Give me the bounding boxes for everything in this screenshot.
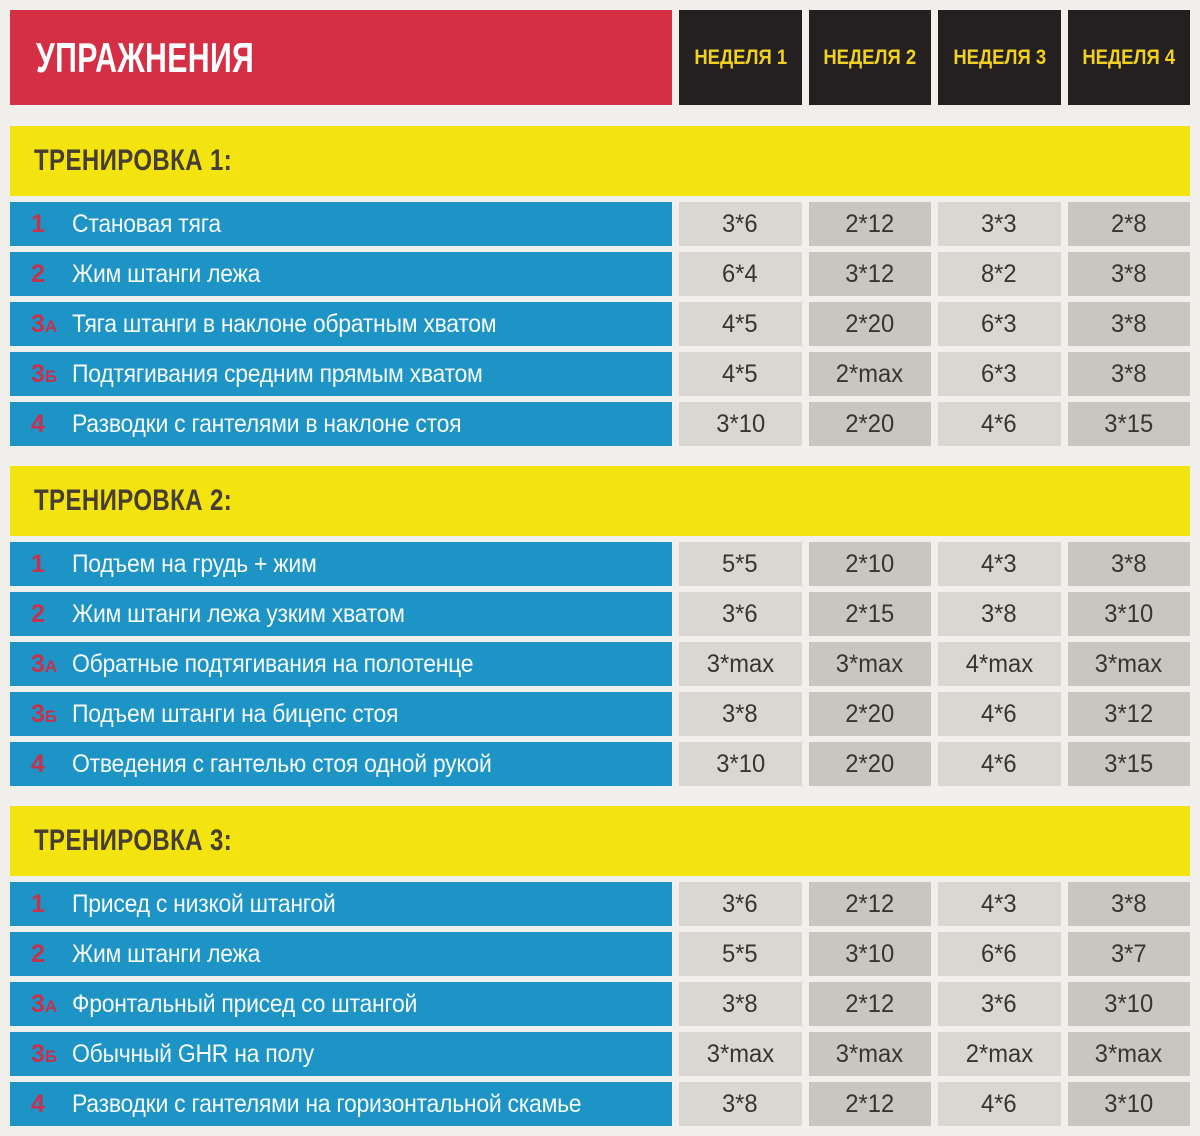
set-rep-cell: [679, 642, 802, 686]
set-rep-value: 5*5: [722, 939, 759, 968]
set-rep-value: 2*12: [845, 989, 895, 1018]
set-rep-value: 3*max: [1095, 1039, 1163, 1068]
exercise-cell: [10, 302, 672, 346]
set-rep-cell: [679, 302, 802, 346]
exercise-row: [10, 642, 1190, 686]
set-rep-value: 3*15: [1104, 409, 1154, 438]
set-rep-value: 4*6: [981, 1089, 1018, 1118]
exercise-name: Жим штанги лежа узким хватом: [72, 599, 405, 628]
set-rep-value: 3*10: [845, 939, 895, 968]
week-header-label: НЕДЕЛЯ 3: [952, 45, 1046, 69]
set-rep-value: 3*max: [1095, 649, 1163, 678]
table-header: [10, 10, 1190, 105]
set-rep-cell: [679, 742, 802, 786]
set-rep-cell: [938, 1082, 1061, 1126]
row-number: 1: [31, 889, 45, 918]
set-rep-value: 2*12: [845, 1089, 895, 1118]
set-rep-value: 4*3: [981, 889, 1018, 918]
set-rep-cell: [1068, 202, 1191, 246]
set-rep-cell: [1068, 742, 1191, 786]
set-rep-value: 3*8: [1110, 309, 1147, 338]
exercise-row: [10, 202, 1190, 246]
set-rep-value: 3*6: [722, 889, 759, 918]
section-title-label: ТРЕНИРОВКА 3:: [34, 824, 233, 857]
set-rep-value: 3*8: [1110, 259, 1147, 288]
set-rep-cell: [1068, 692, 1191, 736]
week-header-4: [1068, 10, 1191, 105]
exercise-cell: [10, 352, 672, 396]
set-rep-cell: [679, 1082, 802, 1126]
set-rep-value: 4*5: [722, 359, 759, 388]
set-rep-cell: [679, 1032, 802, 1076]
set-rep-cell: [938, 982, 1061, 1026]
section-title: [10, 126, 1190, 196]
set-rep-value: 3*6: [722, 599, 759, 628]
set-rep-cell: [1068, 402, 1191, 446]
set-rep-value: 3*8: [1110, 359, 1147, 388]
exercise-row: [10, 352, 1190, 396]
set-rep-value: 3*8: [722, 989, 759, 1018]
set-rep-cell: [809, 932, 932, 976]
row-number: 1: [31, 549, 45, 578]
row-number: 2: [31, 939, 45, 968]
set-rep-value: 3*10: [715, 409, 765, 438]
set-rep-value: 2*8: [1110, 209, 1147, 238]
set-rep-value: 3*8: [722, 699, 759, 728]
set-rep-cell: [1068, 882, 1191, 926]
set-rep-value: 8*2: [981, 259, 1018, 288]
set-rep-value: 2*20: [845, 699, 895, 728]
row-number: 3А: [31, 309, 58, 338]
set-rep-cell: [809, 542, 932, 586]
set-rep-cell: [938, 352, 1061, 396]
set-rep-value: 4*6: [981, 699, 1018, 728]
set-rep-cell: [809, 302, 932, 346]
set-rep-value: 2*15: [845, 599, 895, 628]
set-rep-value: 5*5: [722, 549, 759, 578]
set-rep-cell: [1068, 352, 1191, 396]
exercise-name: Подтягивания средним прямым хватом: [72, 359, 483, 388]
set-rep-value: 6*3: [981, 359, 1018, 388]
set-rep-value: 3*max: [836, 649, 904, 678]
set-rep-cell: [1068, 932, 1191, 976]
set-rep-cell: [679, 352, 802, 396]
set-rep-cell: [938, 252, 1061, 296]
set-rep-value: 2*20: [845, 749, 895, 778]
exercise-row: [10, 542, 1190, 586]
set-rep-cell: [1068, 592, 1191, 636]
week-header-label: НЕДЕЛЯ 2: [823, 45, 917, 69]
set-rep-cell: [938, 202, 1061, 246]
set-rep-cell: [679, 402, 802, 446]
set-rep-cell: [938, 882, 1061, 926]
set-rep-value: 4*6: [981, 749, 1018, 778]
exercise-cell: [10, 592, 672, 636]
row-number: 4: [31, 409, 45, 438]
set-rep-value: 2*20: [845, 309, 895, 338]
set-rep-value: 3*12: [845, 259, 895, 288]
set-rep-value: 3*10: [715, 749, 765, 778]
set-rep-value: 3*15: [1104, 749, 1154, 778]
exercise-name: Обратные подтягивания на полотенце: [72, 649, 474, 678]
workout-sections: [10, 126, 1190, 1126]
set-rep-value: 3*max: [836, 1039, 904, 1068]
set-rep-cell: [679, 982, 802, 1026]
exercise-row: [10, 302, 1190, 346]
set-rep-cell: [809, 1082, 932, 1126]
set-rep-cell: [938, 302, 1061, 346]
exercise-name: Разводки с гантелями на горизонтальной скамье: [72, 1089, 582, 1118]
section-title-label: ТРЕНИРОВКА 2:: [34, 484, 233, 517]
set-rep-value: 3*6: [981, 989, 1018, 1018]
set-rep-cell: [809, 692, 932, 736]
row-number: 2: [31, 259, 45, 288]
exercise-cell: [10, 202, 672, 246]
workout-section: [10, 466, 1190, 786]
set-rep-cell: [679, 592, 802, 636]
row-number: 1: [31, 209, 45, 238]
set-rep-value: 4*6: [981, 409, 1018, 438]
set-rep-value: 2*12: [845, 209, 895, 238]
set-rep-cell: [809, 742, 932, 786]
set-rep-cell: [938, 1032, 1061, 1076]
set-rep-cell: [1068, 252, 1191, 296]
exercise-cell: [10, 642, 672, 686]
exercise-row: [10, 402, 1190, 446]
set-rep-cell: [809, 252, 932, 296]
exercise-cell: [10, 542, 672, 586]
row-number: 3Б: [31, 699, 58, 728]
set-rep-cell: [809, 882, 932, 926]
set-rep-value: 2*20: [845, 409, 895, 438]
workout-section: [10, 806, 1190, 1126]
set-rep-cell: [1068, 1082, 1191, 1126]
set-rep-value: 3*10: [1104, 599, 1154, 628]
exercise-row: [10, 982, 1190, 1026]
set-rep-value: 3*10: [1104, 1089, 1154, 1118]
exercise-name: Разводки с гантелями в наклоне стоя: [72, 409, 462, 438]
set-rep-cell: [809, 1032, 932, 1076]
week-header-1: [679, 10, 802, 105]
section-title: [10, 466, 1190, 536]
exercise-name: Подъем штанги на бицепс стоя: [72, 699, 399, 728]
row-number: 4: [31, 1089, 45, 1118]
set-rep-value: 3*3: [981, 209, 1018, 238]
exercise-cell: [10, 402, 672, 446]
row-number: 3Б: [31, 359, 58, 388]
exercise-cell: [10, 252, 672, 296]
set-rep-value: 3*12: [1104, 699, 1154, 728]
exercise-cell: [10, 1032, 672, 1076]
set-rep-cell: [938, 742, 1061, 786]
exercise-row: [10, 252, 1190, 296]
workout-section: [10, 126, 1190, 446]
set-rep-cell: [938, 642, 1061, 686]
row-number: 3А: [31, 649, 58, 678]
set-rep-value: 3*6: [722, 209, 759, 238]
exercise-row: [10, 742, 1190, 786]
set-rep-cell: [809, 982, 932, 1026]
set-rep-value: 2*max: [836, 359, 904, 388]
exercise-row: [10, 932, 1190, 976]
set-rep-value: 2*12: [845, 889, 895, 918]
set-rep-value: 4*max: [965, 649, 1033, 678]
exercise-cell: [10, 982, 672, 1026]
exercises-header: [10, 10, 672, 105]
exercise-name: Жим штанги лежа: [72, 939, 261, 968]
exercise-row: [10, 1032, 1190, 1076]
exercises-header-label: УПРАЖНЕНИЯ: [36, 33, 255, 81]
set-rep-cell: [1068, 982, 1191, 1026]
set-rep-value: 3*8: [722, 1089, 759, 1118]
set-rep-value: 3*8: [1110, 889, 1147, 918]
set-rep-value: 3*8: [1110, 549, 1147, 578]
set-rep-cell: [1068, 642, 1191, 686]
exercise-cell: [10, 932, 672, 976]
exercise-row: [10, 592, 1190, 636]
set-rep-cell: [938, 932, 1061, 976]
set-rep-cell: [809, 202, 932, 246]
set-rep-cell: [679, 202, 802, 246]
set-rep-value: 6*4: [722, 259, 759, 288]
set-rep-value: 3*max: [706, 649, 774, 678]
exercise-name: Фронтальный присед со штангой: [72, 989, 418, 1018]
row-number: 3Б: [31, 1039, 58, 1068]
exercise-name: Тяга штанги в наклоне обратным хватом: [72, 309, 497, 338]
set-rep-cell: [938, 692, 1061, 736]
row-number: 3А: [31, 989, 58, 1018]
set-rep-value: 2*max: [965, 1039, 1033, 1068]
week-header-label: НЕДЕЛЯ 4: [1082, 45, 1176, 69]
section-title: [10, 806, 1190, 876]
week-header-2: [809, 10, 932, 105]
row-number: 4: [31, 749, 45, 778]
week-header-label: НЕДЕЛЯ 1: [693, 45, 787, 69]
set-rep-cell: [679, 932, 802, 976]
section-title-label: ТРЕНИРОВКА 1:: [34, 144, 233, 177]
exercise-cell: [10, 882, 672, 926]
set-rep-cell: [938, 542, 1061, 586]
set-rep-value: 4*5: [722, 309, 759, 338]
set-rep-value: 3*8: [981, 599, 1018, 628]
set-rep-value: 2*10: [845, 549, 895, 578]
set-rep-value: 3*7: [1110, 939, 1147, 968]
row-number: 2: [31, 599, 45, 628]
exercise-name: Становая тяга: [72, 209, 221, 238]
set-rep-value: 3*10: [1104, 989, 1154, 1018]
set-rep-cell: [1068, 302, 1191, 346]
set-rep-cell: [679, 542, 802, 586]
set-rep-cell: [809, 592, 932, 636]
set-rep-cell: [679, 252, 802, 296]
exercise-name: Подъем на грудь + жим: [72, 549, 317, 578]
exercise-cell: [10, 692, 672, 736]
set-rep-value: 6*3: [981, 309, 1018, 338]
set-rep-value: 4*3: [981, 549, 1018, 578]
set-rep-value: 6*6: [981, 939, 1018, 968]
set-rep-cell: [938, 402, 1061, 446]
exercise-name: Жим штанги лежа: [72, 259, 261, 288]
set-rep-cell: [679, 882, 802, 926]
exercise-name: Присед с низкой штангой: [72, 889, 336, 918]
exercise-row: [10, 882, 1190, 926]
exercise-cell: [10, 742, 672, 786]
week-header-3: [938, 10, 1061, 105]
exercise-row: [10, 1082, 1190, 1126]
exercise-name: Отведения с гантелью стоя одной рукой: [72, 749, 492, 778]
set-rep-value: 3*max: [706, 1039, 774, 1068]
set-rep-cell: [809, 402, 932, 446]
exercise-name: Обычный GHR на полу: [72, 1039, 314, 1068]
set-rep-cell: [809, 642, 932, 686]
exercise-cell: [10, 1082, 672, 1126]
set-rep-cell: [1068, 1032, 1191, 1076]
set-rep-cell: [809, 352, 932, 396]
set-rep-cell: [938, 592, 1061, 636]
set-rep-cell: [679, 692, 802, 736]
set-rep-cell: [1068, 542, 1191, 586]
exercise-row: [10, 692, 1190, 736]
